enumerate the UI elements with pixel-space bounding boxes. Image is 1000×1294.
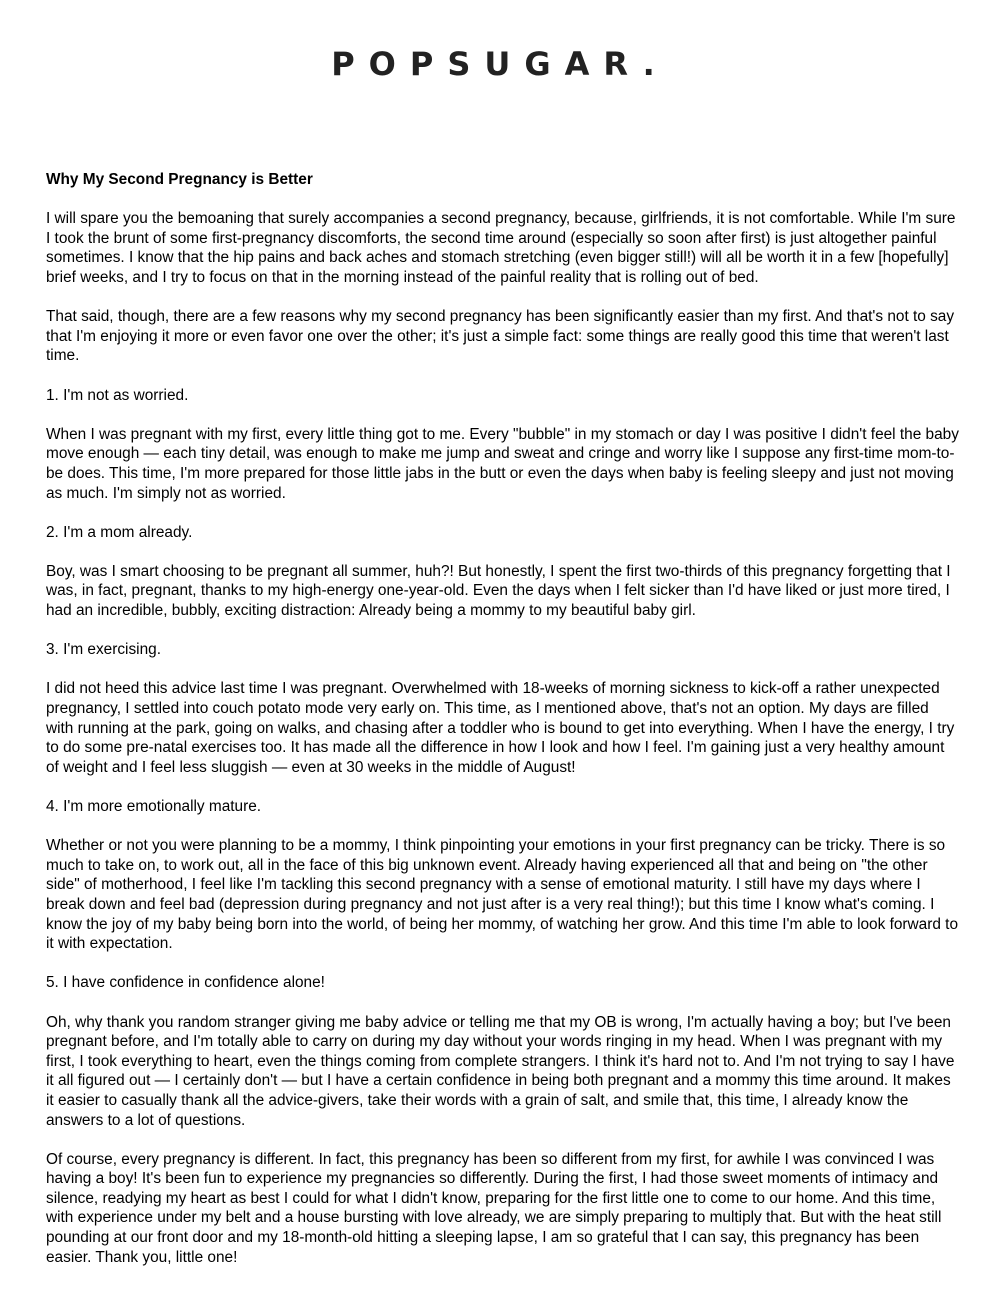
paragraph-intro: I will spare you the bemoaning that surely accompanies a second pregnancy, because, girlfriends, it is not comfortable. While I'm sure I took the brunt of some first-pregnancy discomforts, the second time around (especially so soon after first) is just altogether painful sometimes. I know that the hip pains and back aches and stomach stretching (even bigger still!) will all be worth it in a few [hopefully] brief weeks, and I try to focus on that in the morning instead of the painful reality that is rolling out of bed.: [46, 210, 956, 286]
article-title: Why My Second Pregnancy is Better: [46, 171, 313, 188]
section-heading-confidence: 5. I have confidence in confidence alone!: [46, 974, 325, 992]
popsugar-logo: POPSUGAR.: [331, 45, 669, 83]
section-heading-exercising: 3. I'm exercising.: [46, 641, 161, 659]
paragraph-that-said: That said, though, there are a few reasons why my second pregnancy has been significantly easier than my first. And that's not to say that I'm enjoying it more or even favor one over the other; it's just a simple fact: some things are really good this time that weren't last time.: [46, 308, 955, 365]
section-heading-not-worried: 1. I'm not as worried.: [46, 386, 189, 404]
paragraph-conclusion: Of course, every pregnancy is different. In fact, this pregnancy has been so different from my first, for awhile I was convinced I was having a boy! It's been fun to experience my pregnancies so differently. During the first, I had those sweet moments of intimacy and silence, readying my heart as best I could for what I didn't know, preparing for the first little one to come to our home. And this time, with experience under my belt and a house bursting with love already, we are simply preparing to multiply that. But with the heat still pounding at our front door and my 18-month-old hitting a sleeping lapse, I am so grateful that I can say, this pregnancy has been easier. Thank you, little one!: [46, 1150, 942, 1266]
paragraph-not-worried: When I was pregnant with my first, every little thing got to me. Every "bubble" in my stomach or day I was positive I didn't feel the baby move enough — each tiny detail, was enough to make me jump and sweat and cringe and worry like I suppose any first-time mom-to-be does. This time, I'm more prepared for those little jabs in the butt or even the days when baby is feeling sleepy and just not moving as much. I'm simply not as worried.: [46, 425, 959, 502]
paragraph-confidence: Oh, why thank you random stranger giving me baby advice or telling me that my OB is wrong, I'm actually having a boy; but I've been pregnant before, and I'm totally able to carry on during my day without your words ringing in my head. When I was pregnant with my first, I took everything to heart, even the things coming from complete strangers. I think it's hard not to. And I'm not trying to say I have it all figured out — I certainly don't — but I have a certain confidence in being both pregnant and a mommy this time around. It makes it easier to casually thank all the advice-givers, take their words with a grain of salt, and smile that, this time, I already know the answers to a lot of questions.: [46, 1013, 955, 1129]
paragraph-mom-already: Boy, was I smart choosing to be pregnant all summer, huh?! But honestly, I spent the first two-thirds of this pregnancy forgetting that I was, in fact, pregnant, thanks to my high-energy one-year-old. Even the days when I felt sicker than I'd have liked or just more tired, I had an incredible, bubbly, exciting distraction: Already being a mommy to my beautiful baby girl.: [46, 562, 951, 620]
section-heading-emotionally-mature: 4. I'm more emotionally mature.: [46, 798, 262, 815]
article: [46, 170, 960, 1287]
paragraph-emotionally-mature: Whether or not you were planning to be a mommy, I think pinpointing your emotions in your first pregnancy can be tricky. There is so much to take on, to work out, all in the face of this big unknown event. Already having experienced all that and being on "the other side" of motherhood, I feel like I'm tackling this second pregnancy with a sense of emotional maturity. I still have my days where I break down and feel bad (depression during pregnancy and not just after is a very real thing!); but this time I know what's coming. I know the joy of my baby being born into the world, of being her mommy, of watching her grow. And this time I'm able to look forward to it with expectation.: [46, 837, 959, 953]
section-heading-mom-already: 2. I'm a mom already.: [46, 523, 193, 541]
paragraph-exercising: I did not heed this advice last time I was pregnant. Overwhelmed with 18-weeks of morning sickness to kick-off a rather unexpected pregnancy, I settled into couch potato mode very early on. This time, as I mentioned above, that's not an option. My days are filled with running at the park, going on walks, and chasing after a toddler who is bound to get into everything. When I have the energy, I try to do some pre-natal exercises too. It has made all the difference in how I look and how I feel. I'm gaining just a very healthy amount of weight and I feel less sluggish — even at 30 weeks in the middle of August!: [46, 680, 955, 776]
